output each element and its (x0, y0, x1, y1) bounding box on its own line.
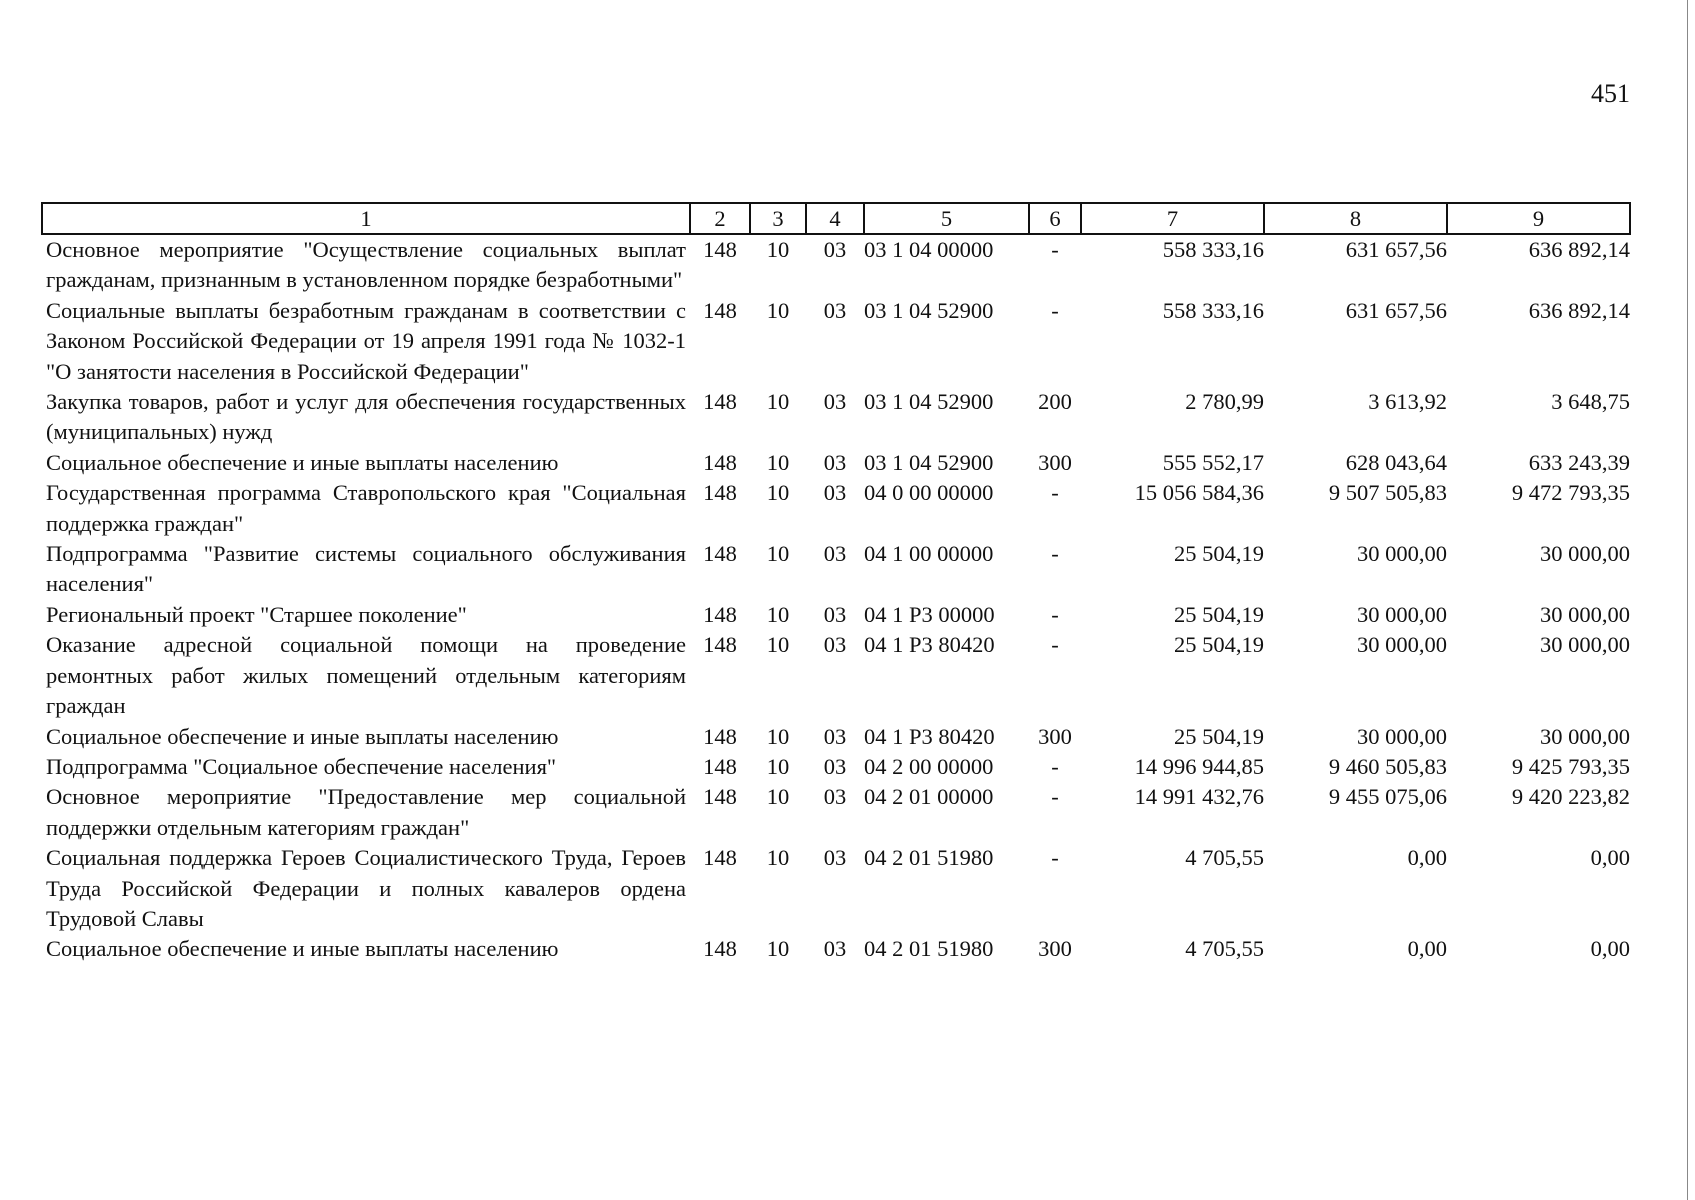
cell-col-5: 03 1 04 00000 (864, 237, 994, 262)
cell-col-7: 25 504,19 (1174, 632, 1264, 658)
row-name: Социальные выплаты безработным гражданам в соответствии с Законом Российской Федерации от 19 апреля 1991 года № 1032-1 "О занятости населения в Российской Федерации" (46, 297, 686, 384)
cell-col-4: 03 (823, 632, 847, 658)
column-header: 1 (42, 203, 690, 234)
table-row (42, 782, 1630, 843)
cell-col-9: 9 425 793,35 (1511, 753, 1630, 779)
row-name: Социальное обеспечение и иные выплаты населению (46, 723, 559, 749)
cell-col-4: 03 (823, 389, 847, 415)
cell-col-8: 0,00 (1407, 936, 1447, 962)
cell-col-9: 30 000,00 (1540, 723, 1630, 749)
cell-col-9: 30 000,00 (1540, 601, 1630, 627)
cell-col-4: 03 (823, 297, 847, 323)
table-row (42, 387, 1630, 448)
cell-col-4: 03 (823, 601, 847, 627)
cell-col-5: 04 1 P3 80420 (864, 723, 995, 749)
cell-col-3: 10 (766, 541, 790, 567)
cell-col-5: 03 1 04 52900 (864, 297, 994, 323)
cell-col-8: 631 657,56 (1345, 297, 1447, 323)
cell-col-5: 04 1 P3 00000 (864, 601, 995, 627)
cell-col-6: - (1051, 541, 1059, 567)
cell-col-3: 10 (766, 480, 790, 506)
cell-col-6: 300 (1038, 723, 1072, 749)
column-header: 7 (1081, 203, 1264, 234)
cell-col-2: 148 (703, 297, 737, 323)
table-row (42, 752, 1630, 782)
page-number: 451 (1591, 79, 1630, 108)
row-name: Подпрограмма "Развитие системы социального обслуживания населения" (46, 541, 686, 597)
cell-col-7: 14 996 944,85 (1134, 753, 1264, 779)
cell-col-9: 9 472 793,35 (1511, 480, 1630, 506)
table-row (42, 934, 1630, 964)
cell-col-5: 04 2 01 51980 (864, 936, 994, 962)
cell-col-5: 04 1 00 00000 (864, 541, 994, 567)
cell-col-2: 148 (703, 480, 737, 506)
cell-col-3: 10 (766, 845, 790, 871)
cell-col-6: - (1051, 632, 1059, 658)
cell-col-5: 03 1 04 52900 (864, 449, 994, 475)
cell-col-4: 03 (823, 237, 847, 262)
cell-col-3: 10 (766, 389, 790, 415)
scan-edge-line (1687, 0, 1688, 1200)
table-row (42, 600, 1630, 630)
cell-col-9: 30 000,00 (1540, 632, 1630, 658)
column-header: 8 (1264, 203, 1447, 234)
column-header: 3 (750, 203, 806, 234)
cell-col-9: 0,00 (1590, 936, 1630, 962)
cell-col-5: 04 2 01 00000 (864, 784, 994, 810)
cell-col-4: 03 (823, 541, 847, 567)
cell-col-5: 03 1 04 52900 (864, 389, 994, 415)
table-row (42, 630, 1630, 721)
cell-col-9: 9 420 223,82 (1511, 784, 1630, 810)
cell-col-5: 04 0 00 00000 (864, 480, 994, 506)
row-name: Социальное обеспечение и иные выплаты населению (46, 936, 559, 962)
cell-col-8: 9 460 505,83 (1328, 753, 1447, 779)
cell-col-7: 25 504,19 (1174, 601, 1264, 627)
cell-col-8: 0,00 (1407, 845, 1447, 871)
cell-col-3: 10 (766, 297, 790, 323)
table-header-row (42, 203, 1630, 234)
cell-col-2: 148 (703, 632, 737, 658)
cell-col-9: 30 000,00 (1540, 541, 1630, 567)
row-name: Государственная программа Ставропольского края "Социальная поддержка граждан" (46, 480, 686, 536)
row-name: Социальная поддержка Героев Социалистического Труда, Героев Труда Российской Федерации и полных кавалеров ордена Трудовой Славы (46, 845, 686, 931)
cell-col-4: 03 (823, 449, 847, 475)
table-row (42, 448, 1630, 478)
cell-col-3: 10 (766, 753, 790, 779)
cell-col-7: 558 333,16 (1162, 237, 1264, 262)
column-header: 6 (1029, 203, 1081, 234)
cell-col-7: 4 705,55 (1185, 936, 1264, 962)
cell-col-6: 300 (1038, 936, 1072, 962)
cell-col-8: 3 613,92 (1368, 389, 1447, 415)
cell-col-8: 631 657,56 (1345, 237, 1447, 262)
cell-col-7: 25 504,19 (1174, 541, 1264, 567)
table-row (42, 843, 1630, 934)
cell-col-5: 04 2 00 00000 (864, 753, 994, 779)
column-header: 4 (806, 203, 864, 234)
cell-col-2: 148 (703, 449, 737, 475)
cell-col-6: - (1051, 297, 1059, 323)
cell-col-3: 10 (766, 632, 790, 658)
cell-col-5: 04 1 P3 80420 (864, 632, 995, 658)
cell-col-4: 03 (823, 784, 847, 810)
row-name: Основное мероприятие "Предоставление мер социальной поддержки отдельным категориям граждан" (46, 784, 686, 840)
column-header: 9 (1447, 203, 1630, 234)
cell-col-8: 9 507 505,83 (1328, 480, 1447, 506)
cell-col-8: 9 455 075,06 (1328, 784, 1447, 810)
cell-col-6: - (1051, 753, 1059, 779)
row-name: Основное мероприятие "Осуществление социальных выплат гражданам, признанным в установленном порядке безработными" (46, 237, 686, 293)
cell-col-3: 10 (766, 237, 790, 262)
column-header: 5 (864, 203, 1029, 234)
table-row (42, 722, 1630, 752)
cell-col-5: 04 2 01 51980 (864, 845, 994, 871)
cell-col-4: 03 (823, 723, 847, 749)
cell-col-2: 148 (703, 389, 737, 415)
row-name: Подпрограмма "Социальное обеспечение населения" (46, 753, 557, 779)
cell-col-2: 148 (703, 237, 737, 262)
cell-col-3: 10 (766, 936, 790, 962)
cell-col-9: 636 892,14 (1528, 297, 1630, 323)
cell-col-6: - (1051, 480, 1059, 506)
cell-col-2: 148 (703, 784, 737, 810)
row-name: Региональный проект "Старшее поколение" (46, 601, 467, 627)
cell-col-9: 633 243,39 (1528, 449, 1630, 475)
cell-col-7: 558 333,16 (1162, 297, 1264, 323)
cell-col-3: 10 (766, 723, 790, 749)
cell-col-8: 30 000,00 (1357, 723, 1447, 749)
row-name: Оказание адресной социальной помощи на проведение ремонтных работ жилых помещений отдельным категориям граждан (46, 632, 686, 719)
cell-col-8: 30 000,00 (1357, 601, 1447, 627)
cell-col-7: 2 780,99 (1185, 389, 1264, 415)
cell-col-6: - (1051, 601, 1059, 627)
cell-col-2: 148 (703, 845, 737, 871)
cell-col-2: 148 (703, 723, 737, 749)
table-row (42, 296, 1630, 387)
cell-col-2: 148 (703, 936, 737, 962)
cell-col-8: 30 000,00 (1357, 541, 1447, 567)
cell-col-6: - (1051, 237, 1059, 262)
cell-col-6: - (1051, 784, 1059, 810)
cell-col-4: 03 (823, 753, 847, 779)
cell-col-4: 03 (823, 480, 847, 506)
cell-col-7: 14 991 432,76 (1134, 784, 1264, 810)
cell-col-3: 10 (766, 601, 790, 627)
cell-col-7: 15 056 584,36 (1134, 480, 1264, 506)
cell-col-2: 148 (703, 601, 737, 627)
cell-col-8: 30 000,00 (1357, 632, 1447, 658)
table-row (42, 234, 1630, 296)
cell-col-2: 148 (703, 753, 737, 779)
cell-col-6: - (1051, 845, 1059, 871)
row-name: Закупка товаров, работ и услуг для обеспечения государственных (муниципальных) нужд (46, 389, 686, 445)
cell-col-8: 628 043,64 (1345, 449, 1447, 475)
table-row (42, 539, 1630, 600)
cell-col-4: 03 (823, 845, 847, 871)
table-row (42, 478, 1630, 539)
cell-col-9: 3 648,75 (1551, 389, 1630, 415)
cell-col-6: 200 (1038, 389, 1072, 415)
cell-col-7: 4 705,55 (1185, 845, 1264, 871)
cell-col-7: 555 552,17 (1162, 449, 1264, 475)
cell-col-7: 25 504,19 (1174, 723, 1264, 749)
column-header: 2 (690, 203, 750, 234)
budget-table (41, 202, 1631, 965)
cell-col-3: 10 (766, 784, 790, 810)
cell-col-6: 300 (1038, 449, 1072, 475)
row-name: Социальное обеспечение и иные выплаты населению (46, 449, 559, 475)
cell-col-9: 0,00 (1590, 845, 1630, 871)
cell-col-3: 10 (766, 449, 790, 475)
cell-col-2: 148 (703, 541, 737, 567)
cell-col-9: 636 892,14 (1528, 237, 1630, 262)
cell-col-4: 03 (823, 936, 847, 962)
